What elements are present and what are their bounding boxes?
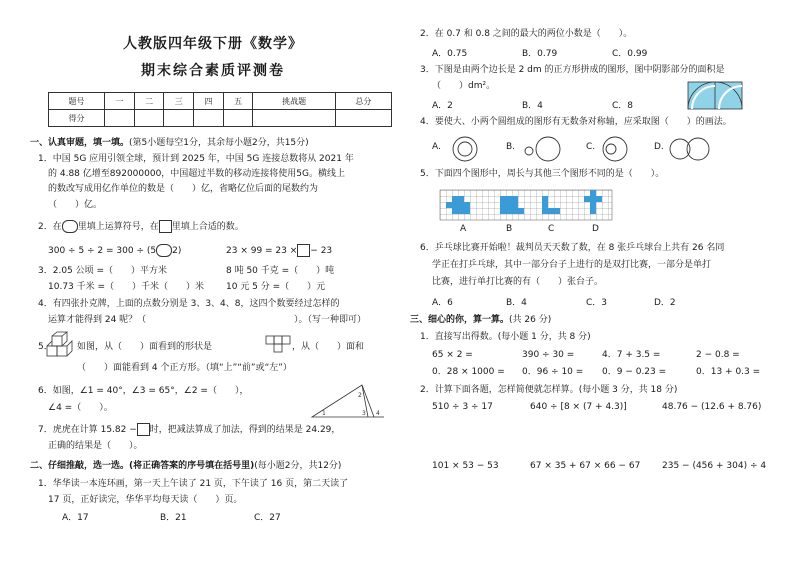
option-a[interactable]: A．6 bbox=[432, 298, 453, 308]
question-text: 6．乒乓球比赛开始啦！裁判员天天数了数，在 8 张乒乓球台上共有 26 名同 bbox=[420, 243, 725, 253]
question-text: 1．华华读一本连环画，第一天上午读了 21 页，下午读了 16 页，第二天读了 bbox=[38, 479, 349, 489]
equation-text: 300 ÷ 5 ÷ 2 = 300 ÷ (5 bbox=[48, 246, 157, 256]
score-cell[interactable] bbox=[194, 110, 224, 127]
option-a[interactable]: A. bbox=[432, 142, 441, 152]
question-text: ∠4 =（ ）。 bbox=[48, 403, 113, 413]
score-header-cell: 四 bbox=[194, 93, 224, 110]
question-number: 5． bbox=[38, 342, 53, 352]
question-text: 比赛，进行单打比赛的有（ ）张台子。 bbox=[432, 277, 604, 287]
blank-box[interactable] bbox=[297, 244, 310, 257]
option-c[interactable]: C．27 bbox=[254, 513, 281, 523]
option-d[interactable]: D. bbox=[654, 142, 664, 152]
score-header-cell: 五 bbox=[223, 93, 253, 110]
question-text: 7．虎虎在计算 15.82 − bbox=[38, 425, 137, 435]
option-c[interactable]: C．3 bbox=[586, 298, 608, 308]
option-b[interactable]: B. bbox=[506, 142, 516, 152]
question-text: （ ）亿。 bbox=[48, 200, 103, 210]
question-text: 1．直接写出得数。 bbox=[420, 332, 498, 342]
calc-problem: 101 × 53 − 53 bbox=[432, 461, 499, 471]
question-text: 正确的结果是（ ）。 bbox=[48, 441, 143, 451]
calc-item: 4．7 + 3.5 = bbox=[602, 350, 661, 360]
score-header-cell: 三 bbox=[164, 93, 194, 110]
question-text: 8 吨 50 千克 =（ ）吨 bbox=[226, 266, 335, 276]
option-c[interactable]: C．0.99 bbox=[612, 49, 648, 59]
circles-figure-a bbox=[452, 136, 478, 162]
score-cell[interactable] bbox=[253, 110, 335, 127]
calc-item: 0．96 ÷ 10 = bbox=[522, 367, 584, 377]
question-note: (每小题 1 分，共 8 分) bbox=[497, 332, 591, 342]
score-header-cell: 一 bbox=[105, 93, 135, 110]
question-text: （ ）dm²。 bbox=[432, 81, 496, 91]
question-text: 如图，从（ ）面看到的形状是 bbox=[77, 342, 213, 352]
score-header-cell: 二 bbox=[134, 93, 164, 110]
calc-item: 390 ÷ 30 = bbox=[522, 350, 575, 360]
question-text: 运算才能得到 24 呢？（ bbox=[48, 315, 147, 325]
option-d[interactable]: D．2 bbox=[654, 298, 676, 308]
section-1-heading bbox=[30, 137, 309, 149]
cube-stack-figure bbox=[47, 332, 73, 360]
score-header-row bbox=[49, 93, 392, 110]
question-text: 2．计算下面各题，怎样简便就怎样算。 bbox=[420, 385, 579, 395]
score-cell[interactable] bbox=[335, 110, 391, 127]
question-text: 4．有四张扑克牌，上面的点数分别是 3、3、4、8，这四个数要经过怎样的 bbox=[38, 299, 340, 309]
calc-problem: 67 × 35 + 67 × 66 − 67 bbox=[530, 461, 641, 471]
score-cell[interactable] bbox=[223, 110, 253, 127]
blank-circle[interactable] bbox=[62, 220, 78, 233]
calc-problem: 640 ÷ [8 × (7 + 4.3)] bbox=[530, 402, 627, 412]
option-b[interactable]: B．4 bbox=[506, 298, 527, 308]
score-header-cell: 总分 bbox=[335, 93, 391, 110]
question-text: 4．要使大、小两个圆组成的图形有无数条对称轴，应采取图（ ）的画法。 bbox=[420, 117, 732, 127]
option-a[interactable]: A．17 bbox=[62, 513, 89, 523]
triangle-angle-figure bbox=[312, 383, 384, 419]
angle-label: 1 bbox=[322, 410, 326, 417]
score-cell[interactable] bbox=[164, 110, 194, 127]
question-text: 3．下图是由两个边长是 2 dm 的正方形拼成的图形，图中阴影部分的面积是 bbox=[420, 65, 725, 75]
option-b[interactable]: B．4 bbox=[522, 101, 543, 111]
section-label: 二、仔细推敲，选一选。(将正确答案的序号填在括号里) bbox=[30, 461, 255, 471]
shaded-squares-figure bbox=[688, 82, 742, 109]
calc-item: 0．28 × 1000 = bbox=[432, 367, 505, 377]
option-b[interactable]: B bbox=[506, 224, 513, 234]
grid-shapes-figure bbox=[440, 190, 612, 220]
calc-item: 2 − 0.8 = bbox=[696, 350, 740, 360]
question-text: 的数改写成用亿作单位的数是（ ）亿，省略亿位后面的尾数约为 bbox=[48, 184, 319, 194]
option-c[interactable]: C. bbox=[586, 142, 596, 152]
calc-item: 0．9 − 0.23 = bbox=[602, 367, 667, 377]
section-note: (共 26 分) bbox=[509, 315, 552, 325]
option-c[interactable]: C bbox=[548, 224, 555, 234]
question-text: ，从（ ）面和 bbox=[292, 342, 365, 352]
question-text: 17 页，正好读完，华华平均每天读（ ）页。 bbox=[48, 495, 243, 505]
circles-figure-d bbox=[670, 136, 710, 162]
question-7 bbox=[38, 423, 340, 436]
calc-2-heading bbox=[420, 384, 677, 396]
calc-problem: 48.76 − (12.6 + 8.76) bbox=[662, 402, 762, 412]
question-text: 10.73 千米 =（ ）千米（ ）米 bbox=[48, 282, 205, 292]
question-text: 5．下面四个图形中，周长与其他三个图形不同的是（ ）。 bbox=[420, 169, 665, 179]
right-column bbox=[406, 0, 776, 561]
angle-label: 3 bbox=[362, 410, 366, 417]
calc-1-heading bbox=[420, 331, 591, 343]
option-a[interactable]: A．2 bbox=[432, 101, 453, 111]
exam-subtitle: 期末综合素质评测卷 bbox=[141, 63, 285, 79]
section-2-heading bbox=[30, 460, 341, 472]
q2-equation-2 bbox=[226, 244, 332, 257]
score-row bbox=[49, 110, 392, 127]
circles-figure-c bbox=[602, 136, 628, 162]
question-text: 2．在 0.7 和 0.8 之间的最大的两位小数是（ ）。 bbox=[420, 29, 633, 39]
blank-circle[interactable] bbox=[156, 244, 172, 257]
exam-title: 人教版四年级下册《数学》 bbox=[123, 36, 303, 52]
score-row-label: 得分 bbox=[49, 110, 105, 127]
question-text: 1．中国 5G 应用引领全球，预计到 2025 年，中国 5G 连接总数将从 2021 年 bbox=[38, 154, 354, 164]
angle-label: 2 bbox=[358, 392, 362, 399]
score-cell[interactable] bbox=[134, 110, 164, 127]
calc-item: 0．13 + 0.3 = bbox=[696, 367, 761, 377]
blank-box[interactable] bbox=[137, 423, 150, 436]
question-text: 的 4.88 亿增至892000000，中国超过半数的移动连接将使用5G。横线上 bbox=[48, 169, 345, 179]
calc-item: 65 × 2 = bbox=[432, 350, 473, 360]
question-text: 10 元 5 分 =（ ）元 bbox=[226, 282, 326, 292]
question-text: 里填上合适的数。 bbox=[171, 222, 244, 232]
view-shape-figure bbox=[266, 336, 290, 354]
question-text: ）。（写一种即可） bbox=[294, 315, 367, 325]
question-note: (每小题 3 分，共 18 分) bbox=[578, 385, 678, 395]
calc-problem: 235 − (456 + 304) ÷ 4 bbox=[662, 461, 767, 471]
option-d[interactable]: D bbox=[592, 224, 599, 234]
question-text: 里填上运算符号，在 bbox=[77, 222, 159, 232]
equation-text: − 23 bbox=[310, 246, 333, 256]
option-c[interactable]: C．8 bbox=[612, 101, 634, 111]
equation-text: 2) bbox=[172, 246, 182, 256]
section-3-heading bbox=[410, 314, 551, 326]
section-note: (第5小题每空1分，其余每小题2分，共15分) bbox=[129, 138, 309, 148]
angle-label: 4 bbox=[376, 410, 380, 417]
section-label: 一、认真审题，填一填。 bbox=[30, 138, 130, 148]
score-header-cell: 挑战题 bbox=[253, 93, 335, 110]
blank-box[interactable] bbox=[159, 220, 172, 233]
calc-problem: 510 ÷ 3 ÷ 17 bbox=[432, 402, 493, 412]
option-a[interactable]: A bbox=[460, 224, 467, 234]
section-note: (每小题2分，共12分) bbox=[254, 461, 342, 471]
option-b[interactable]: B．0.79 bbox=[522, 49, 558, 59]
question-text: 时，把减法算成了加法，得到的结果是 24.29， bbox=[149, 425, 341, 435]
question-text: 2．在 bbox=[38, 222, 62, 232]
section-label: 三、细心的你，算一算。 bbox=[410, 315, 510, 325]
q2-equation-1 bbox=[48, 244, 181, 257]
score-cell[interactable] bbox=[105, 110, 135, 127]
option-b[interactable]: B．21 bbox=[160, 513, 187, 523]
left-column bbox=[30, 0, 396, 561]
score-header-cell: 题号 bbox=[49, 93, 105, 110]
question-text: 学正在打乒乓球，其中一部分台子上进行的是双打比赛，一部分是单打 bbox=[432, 260, 712, 270]
question-2 bbox=[38, 220, 244, 233]
option-a[interactable]: A．0.75 bbox=[432, 49, 468, 59]
circles-figure-b bbox=[522, 136, 562, 162]
question-text: （ ）面能看到 4 个正方形。（填“上”“前”或“左”） bbox=[77, 363, 292, 373]
question-text: 6．如图，∠1 = 40°，∠3 = 65°，∠2 =（ ）， bbox=[38, 386, 249, 396]
equation-text: 23 × 99 = 23 × bbox=[226, 246, 298, 256]
score-table bbox=[48, 92, 392, 127]
question-text: 3．2.05 公顷 =（ ）平方米 bbox=[38, 266, 168, 276]
